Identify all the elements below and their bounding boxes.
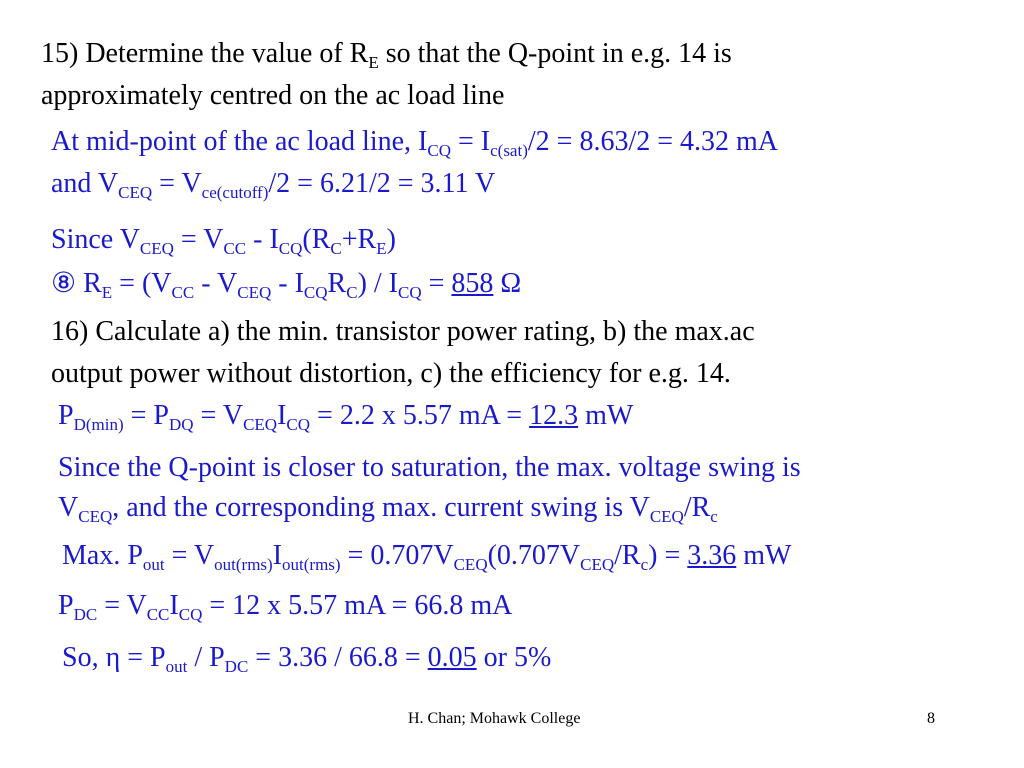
question-16-line-1: 16) Calculate a) the min. transistor power rating, b) the max.ac	[51, 316, 755, 347]
answer-16-line-5: $P_{DC} = V_{CC}I_{CQ} = 12$ x 5.57 mA = 66.8 mA	[58, 590, 513, 624]
answer-16c-result: 0.05	[427, 642, 477, 673]
slide-number: 8	[927, 710, 935, 727]
footer-author: H. Chan; Mohawk College	[408, 710, 581, 727]
answer-15-line-3: Since $V_{CEQ} = V_{CC} - I_{CQ}(R_C+R_E)$	[51, 224, 396, 258]
answer-16a-result: 12.3	[529, 400, 579, 431]
answer-16-line-2: Since the Q-point is closer to saturation, the max. voltage swing is	[58, 452, 801, 483]
answer-15-result: 858	[451, 268, 494, 299]
question-15-line-2: approximately centred on the ac load line	[41, 80, 505, 111]
answer-15-line-1: At mid-point of the ac load line, $I_{CQ} = I_{c(sat)}/2 = 8.63/2 = 4.32$ mA	[51, 126, 779, 160]
question-16-line-2: output power without distortion, c) the efficiency for e.g. 14.	[51, 358, 731, 389]
answer-15-line-2: and $V_{CEQ} = V_{ce(cutoff)}/2 = 6.21/2 = 3.11$ V	[51, 168, 496, 202]
answer-16-line-6: So, $\eta = P_{out} / P_{DC} = 3.36 / 66.8 = 0.05$ or 5%	[62, 642, 552, 676]
question-15-line-1: 15) Determine the value of $R_E$ so that the Q-point in e.g. 14 is	[41, 38, 732, 72]
answer-16b-result: 3.36	[687, 540, 737, 571]
answer-16-line-3: $V_{CEQ}$, and the corresponding max. current swing is $V_{CEQ}/R_c$	[58, 492, 718, 526]
answer-15-line-4: ⑧ $R_E = (V_{CC} - V_{CEQ} - I_{CQ}R_C) / I_{CQ} = 858$ Ω	[51, 268, 522, 302]
answer-16-line-1: $P_{D(min)} = P_{DQ} = V_{CEQ}I_{CQ} = 2.2$ x 5.57 mA = 12.3 mW	[58, 400, 634, 434]
answer-16-line-4: Max. $P_{out} = V_{out(rms)}I_{out(rms)} = 0.707V_{CEQ}(0.707V_{CEQ}/R_c) = 3.36$ mW	[62, 540, 792, 574]
